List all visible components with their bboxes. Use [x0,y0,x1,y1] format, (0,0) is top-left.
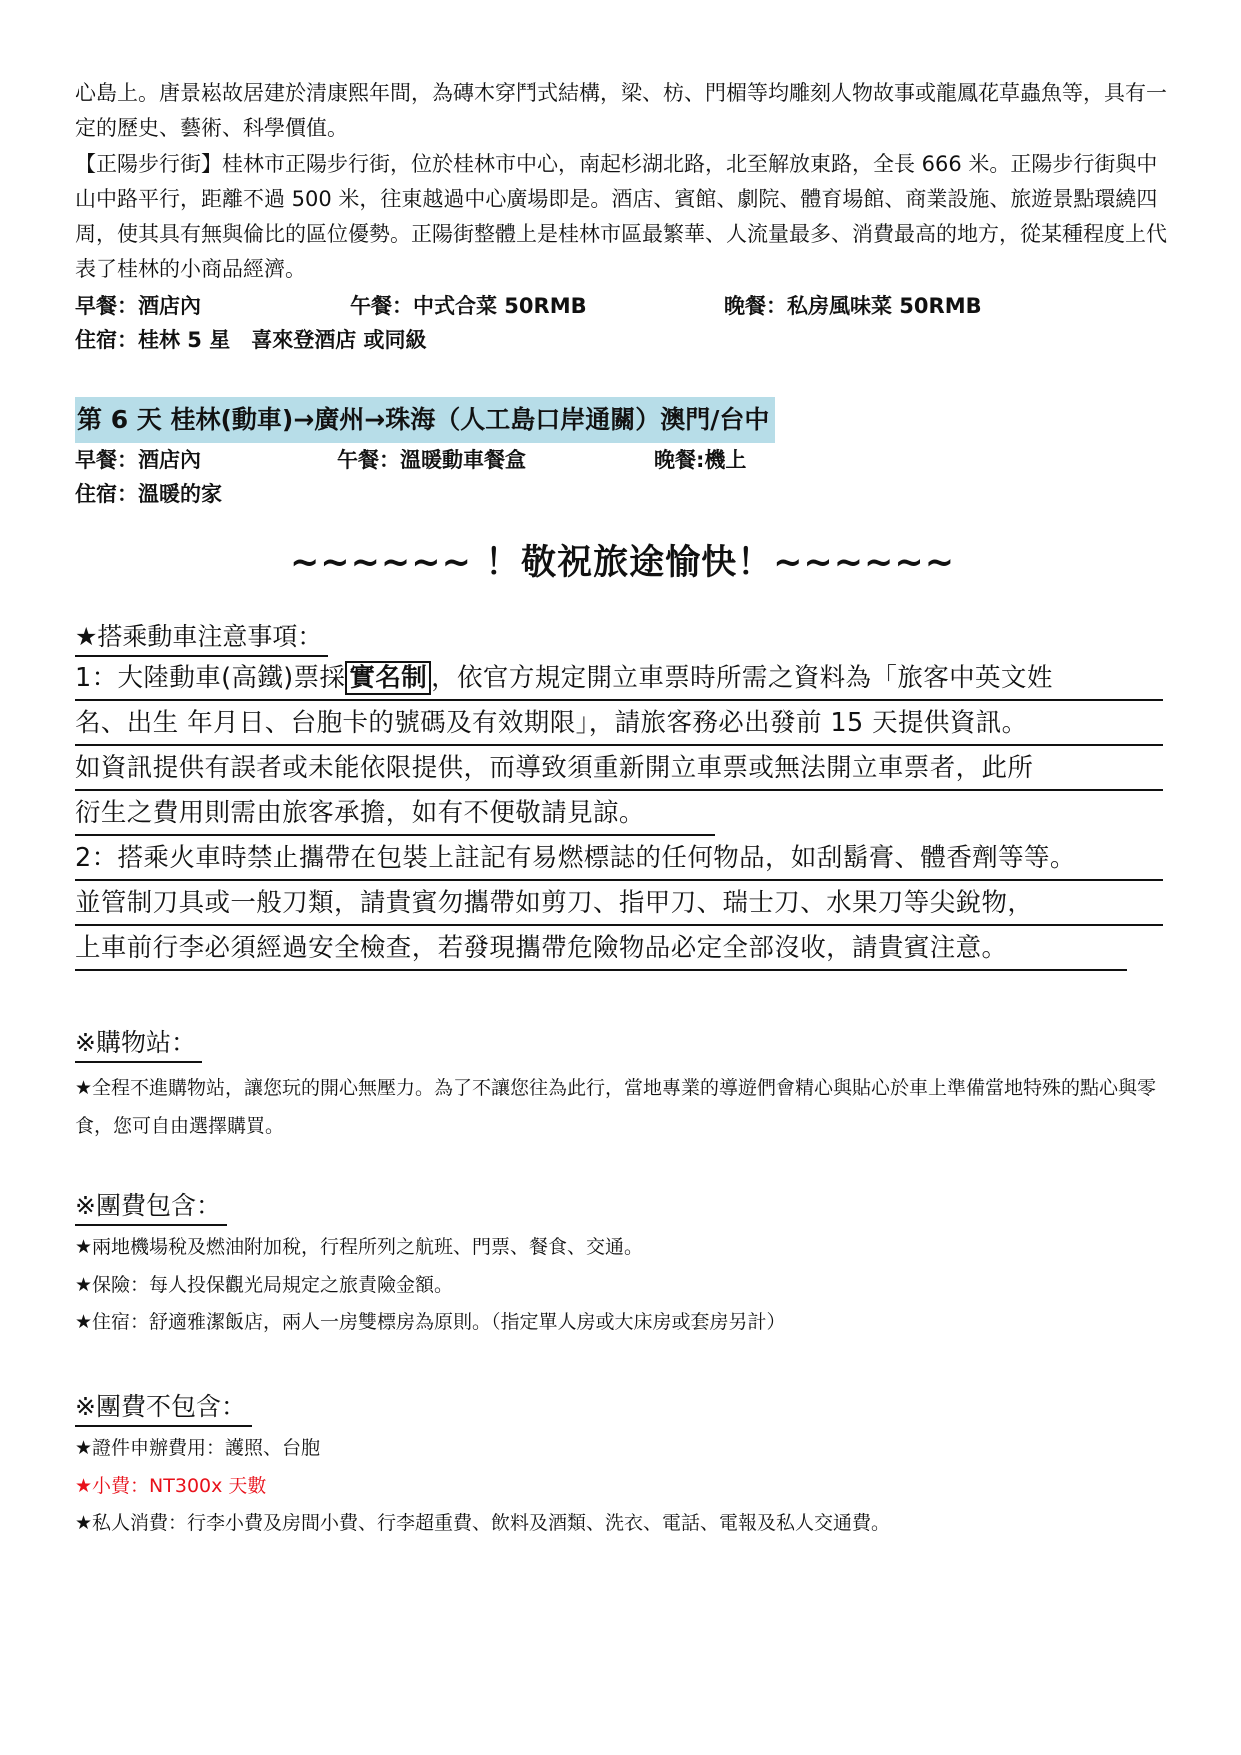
day5-hotel-row [75,323,1170,357]
day6-dinner: 晚餐:機上 [654,448,747,472]
day5-lunch: 午餐：中式合菜 50RMB [350,294,587,318]
intro-paragraph-1: 心島上。唐景崧故居建於清康熙年間，為磚木穿鬥式結構，梁、枋、門楣等均雕刻人物故事或龍鳳花草蟲魚等，具有一定的歷史、藝術、科學價值。 [75,81,1167,140]
real-name-system-label: 實名制 [345,661,431,695]
intro-paragraph-2: 【正陽步行街】桂林市正陽步行街，位於桂林市中心，南起杉湖北路，北至解放東路，全長 666 米。正陽步行街與中山中路平行，距離不過 500 米，往東越過中心廣場即是。酒店、賓館、劇院、體育場館、商業設施、旅遊景點環繞四周，使其具有無與倫比的區位優勢。正陽街整體上是桂林市區最繁華、人流量最多、消費最高的地方，從某種程度上代表了桂林的小商品經濟。 [75,152,1167,281]
day6-lunch: 午餐：溫暖動車餐盒 [337,448,526,472]
excluded-item: ★私人消費：行李小費及房間小費、行李超重費、飲料及酒類、洗衣、電話、電報及私人交通費。 [75,1512,891,1534]
shopping-heading: ※購物站： [75,1025,202,1063]
train-notice-line-5: 2：搭乘火車時禁止攜帶在包裝上註記有易燃標誌的任何物品，如刮鬍膏、體香劑等等。 [75,837,1163,881]
excluded-heading: ※團費不包含： [75,1389,252,1427]
train-notice-line-4: 衍生之費用則需由旅客承擔，如有不便敬請見諒。 [75,792,715,836]
train-notice-line-6: 並管制刀具或一般刀類，請貴賓勿攜帶如剪刀、指甲刀、瑞士刀、水果刀等尖銳物， [75,882,1163,926]
included-heading: ※團費包含： [75,1188,227,1226]
included-item: ★住宿：舒適雅潔飯店，兩人一房雙標房為原則。（指定單人房或大床房或套房另計） [75,1311,786,1333]
day6-breakfast: 早餐：酒店內 [75,448,201,472]
excluded-item-tip: ★小費：NT300x 天數 [75,1475,267,1497]
included-item: ★保險：每人投保觀光局規定之旅責險金額。 [75,1274,454,1296]
train-notice-line-2: 名、出生 年月日、台胞卡的號碼及有效期限」，請旅客務必出發前 15 天提供資訊。 [75,702,1163,746]
day6-hotel: 住宿：溫暖的家 [75,482,222,506]
day5-breakfast: 早餐：酒店內 [75,294,201,318]
train-notice-line-7: 上車前行李必須經過安全檢查，若發現攜帶危險物品必定全部沒收，請貴賓注意。 [75,927,1127,971]
shopping-text: ★全程不進購物站，讓您玩的開心無壓力。為了不讓您往為此行，當地專業的導遊們會精心與貼心於車上準備當地特殊的點心與零食，您可自由選擇購買。 [75,1077,1157,1137]
notice-line1-end: ，依官方規定開立車票時所需之資料為「旅客中英文姓 [431,663,1053,693]
day5-dinner: 晚餐：私房風味菜 50RMB [724,294,982,318]
day5-meals-row [75,289,1170,323]
included-item: ★兩地機場稅及燃油附加稅，行程所列之航班、門票、餐食、交通。 [75,1236,644,1258]
notice-line1-start: 1：大陸動車(高鐵)票採 [75,663,346,693]
train-notice-line-1 [75,657,1163,701]
farewell-wish: ~~~~~~ ！敬祝旅途愉快！~~~~~~ [289,543,956,583]
train-notice-heading: ★搭乘動車注意事項： [75,619,328,657]
day5-hotel: 住宿：桂林 5 星 喜來登酒店 或同級 [75,328,427,352]
day6-meals-row [75,443,1170,477]
excluded-item: ★證件申辦費用：護照、台胞 [75,1437,321,1459]
train-notice-line-3: 如資訊提供有誤者或未能依限提供，而導致須重新開立車票或無法開立車票者，此所 [75,747,1163,791]
day6-title: 第 6 天 桂林(動車)→廣州→珠海（人工島口岸通關）澳門/台中 [75,397,775,443]
day6-hotel-row [75,477,1170,511]
